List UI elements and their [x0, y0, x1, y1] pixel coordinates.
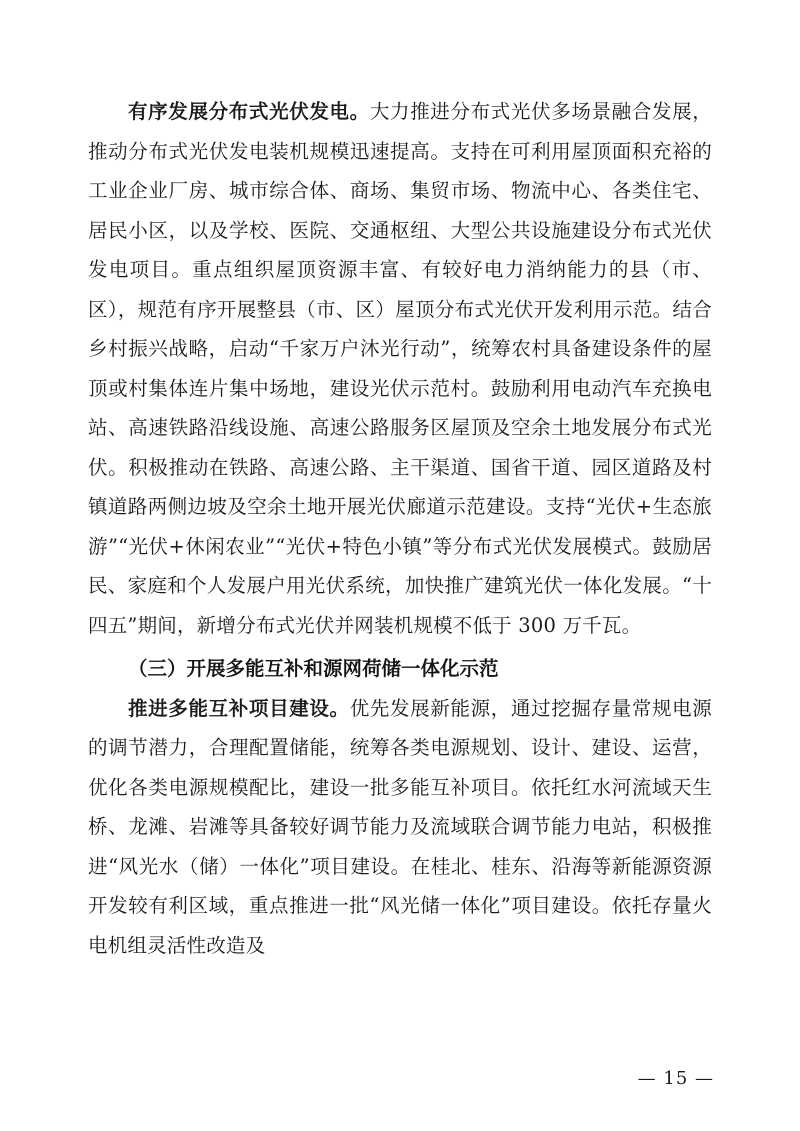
page-content [88, 92, 712, 965]
paragraph-multi-energy [88, 689, 712, 966]
paragraph-lead-multi-energy: 推进多能互补项目建设。 [128, 696, 350, 720]
section-heading: （三）开展多能互补和源网荷储一体化示范 [128, 657, 499, 680]
paragraph-text-multi-energy: 优先发展新能源，通过挖掘存量常规电源的调节潜力，合理配置储能，统筹各类电源规划、设计、建设、运营，优化各类电源规模配比，建设一批多能互补项目。依托红水河流域天生桥、龙滩、岩滩等具备较好调节能力及流域联合调节能力电站，积极推进“风光水（储）一体化”项目建设。在桂北、桂东、沿海等新能源资源开发较有利区域，重点推进一批“风光储一体化”项目建设。依托存量火电机组灵活性改造及 [88, 696, 712, 957]
paragraph-text-distributed-pv: 大力推进分布式光伏多场景融合发展，推动分布式光伏发电装机规模迅速提高。支持在可利用屋顶面积充裕的工业企业厂房、城市综合体、商场、集贸市场、物流中心、各类住宅、居民小区，以及学校、医院、交通枢纽、大型公共设施建设分布式光伏发电项目。重点组织屋顶资源丰富、有较好电力消纳能力的县（市、区），规范有序开展整县（市、区）屋顶分布式光伏开发利用示范。结合乡村振兴战略，启动“千家万户沐光行动”，统筹农村具备建设条件的屋顶或村集体连片集中场地，建设光伏示范村。鼓励利用电动汽车充换电站、高速铁路沿线设施、高速公路服务区屋顶及空余土地发展分布式光伏。积极推动在铁路、高速公路、主干渠道、国省干道、园区道路及村镇道路两侧边坡及空余土地开展光伏廊道示范建设。支持“光伏+生态旅游”“光伏+休闲农业”“光伏+特色小镇”等分布式光伏发展模式。鼓励居民、家庭和个人发展户用光伏系统，加快推广建筑光伏一体化发展。“十四五”期间，新增分布式光伏并网装机规模不低于 300 万千瓦。 [88, 100, 712, 637]
paragraph-lead-distributed-pv: 有序发展分布式光伏发电。 [128, 100, 370, 123]
paragraph-distributed-pv [88, 92, 712, 645]
page-number: — 15 — [637, 1068, 714, 1089]
